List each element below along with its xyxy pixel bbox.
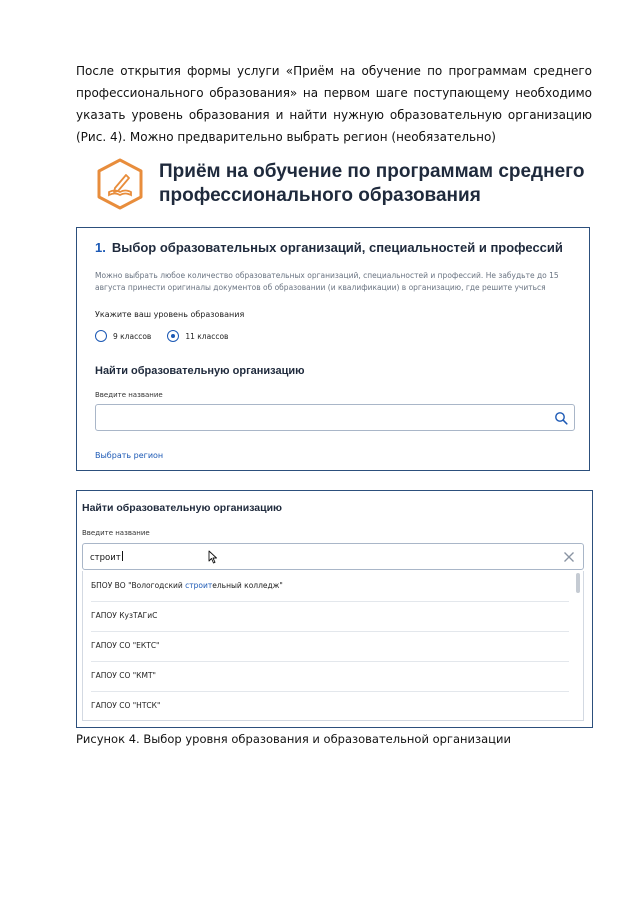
find-organization-title: Найти образовательную организацию — [82, 502, 283, 514]
result-match-highlight: строит — [185, 581, 213, 590]
organization-search-input[interactable] — [95, 404, 575, 431]
search-result-item[interactable] — [91, 601, 569, 632]
radio-11-classes-label[interactable]: 11 классов — [185, 331, 229, 341]
service-title: Приём на обучение по программам среднего профессионального образования — [159, 161, 585, 206]
find-organization-title: Найти образовательную организацию — [95, 365, 305, 377]
step-number: 1. — [95, 240, 106, 255]
result-text: ГАПОУ СО "КМТ" — [91, 671, 157, 680]
organization-name-label: Введите название — [95, 391, 163, 399]
result-text: ГАПОУ КузТАГиС — [91, 611, 158, 620]
radio-11-classes[interactable] — [167, 330, 179, 342]
search-icon[interactable] — [554, 411, 568, 425]
step-hint: Можно выбрать любое количество образовательных организаций, специальностей и профессий. Не забудьте до 15 августа принести оригиналы документов об образовании (и квалификации) в организацию, где решите учиться — [95, 271, 559, 292]
result-text: ГАПОУ СО "ЕКТС" — [91, 641, 160, 650]
search-panel — [76, 490, 593, 728]
radio-9-classes[interactable] — [95, 330, 107, 342]
organization-search-input[interactable] — [82, 543, 584, 570]
search-result-item[interactable] — [91, 571, 569, 602]
education-level-radio-group — [95, 328, 244, 344]
select-region-link[interactable]: Выбрать регион — [95, 451, 164, 460]
dropdown-scrollbar[interactable] — [576, 573, 580, 593]
mouse-pointer-icon — [208, 550, 218, 564]
result-text: БПОУ ВО "Вологодский — [91, 581, 186, 590]
search-input-text: строит — [90, 553, 121, 563]
pencil-book-hexagon-icon — [95, 158, 145, 210]
search-input-value[interactable] — [90, 551, 123, 563]
intro-paragraph: После открытия формы услуги «Приём на обучение по программам среднего профессионального образования» на первом шаге поступающему необходимо указать уровень образования и найти нужную образовательную организацию (Рис. 4). Можно предварительно выбрать регион (необязательно) — [76, 64, 592, 144]
education-level-label: Укажите ваш уровень образования — [95, 310, 245, 319]
search-result-item[interactable] — [91, 631, 569, 662]
result-text: ГАПОУ СО "НТСК" — [91, 701, 161, 710]
search-result-item[interactable] — [91, 691, 569, 721]
organization-name-label: Введите название — [82, 529, 150, 537]
clear-icon[interactable] — [563, 551, 575, 563]
step-title-text: Выбор образовательных организаций, специальностей и профессий — [111, 240, 563, 255]
search-results-dropdown[interactable] — [82, 571, 584, 721]
search-result-item[interactable] — [91, 661, 569, 692]
result-text: ельный колледж" — [212, 581, 283, 590]
step1-panel — [76, 227, 590, 471]
text-caret — [122, 551, 123, 561]
radio-9-classes-label[interactable]: 9 классов — [113, 331, 152, 341]
figure-caption: Рисунок 4. Выбор уровня образования и образовательной организации — [76, 732, 511, 746]
step-title — [95, 240, 563, 255]
service-header — [95, 158, 595, 214]
